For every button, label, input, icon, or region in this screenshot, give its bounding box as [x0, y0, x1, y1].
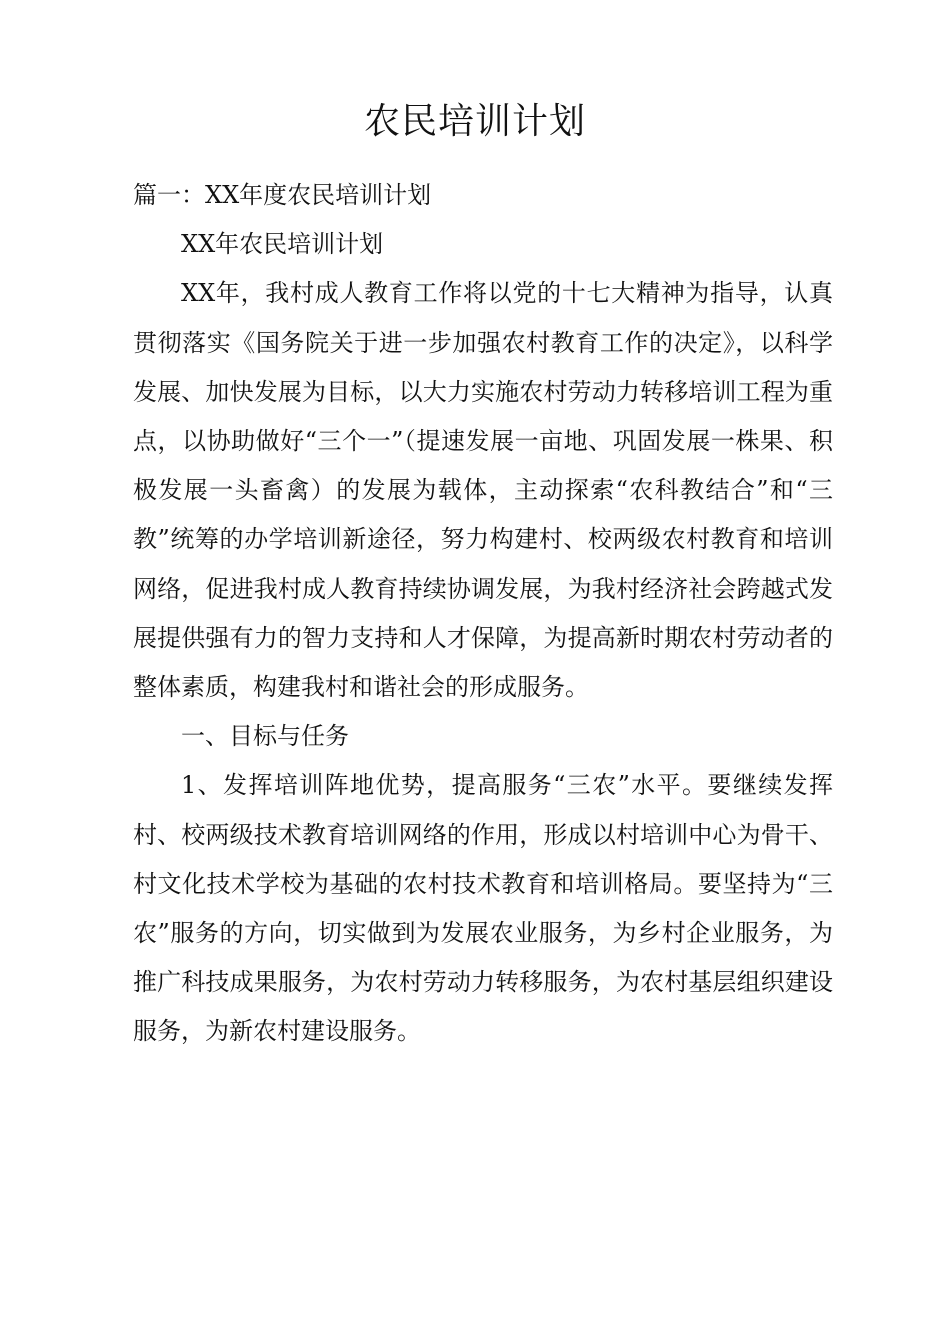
document-title: 农民培训计划: [363, 101, 586, 142]
subtitle: XX年农民培训计划: [181, 230, 384, 259]
section-heading: 篇一：XX年度农民培训计划: [133, 181, 432, 209]
intro-paragraph: XX年，我村成人教育工作将以党的十七大精神为指导，认真贯彻落实《国务院关于进一步加强农村教育工作的决定》，以科学发展、加快发展为目标，以大力实施农村劳动力转移培训工程为重点，以协助做好“三个一”（提速发展一亩地、巩固发展一株果、积极发展一头畜禽）的发展为载体，主动探索“农科教结合”和“三教”统筹的办学培训新途径，努力构建村、校两级农村教育和培训网络，促进我村成人教育持续协调发展，为我村经济社会跨越式发展提供强有力的智力支持和人才保障，为提高新时期农村劳动者的整体素质，构建我村和谐社会的形成服务。: [133, 279, 833, 702]
item-1-paragraph: 1、发挥培训阵地优势，提高服务“三农”水平。要继续发挥村、校两级技术教育培训网络的作用，形成以村培训中心为骨干、村文化技术学校为基础的农村技术教育和培训格局。要坚持为“三农”服务的方向，切实做到为发展农业服务，为乡村企业服务，为推广科技成果服务，为农村劳动力转移服务，为农村基层组织建设服务，为新农村建设服务。: [133, 771, 833, 1046]
heading-goals-tasks: 一、目标与任务: [181, 722, 349, 751]
document-body: [133, 171, 833, 1057]
